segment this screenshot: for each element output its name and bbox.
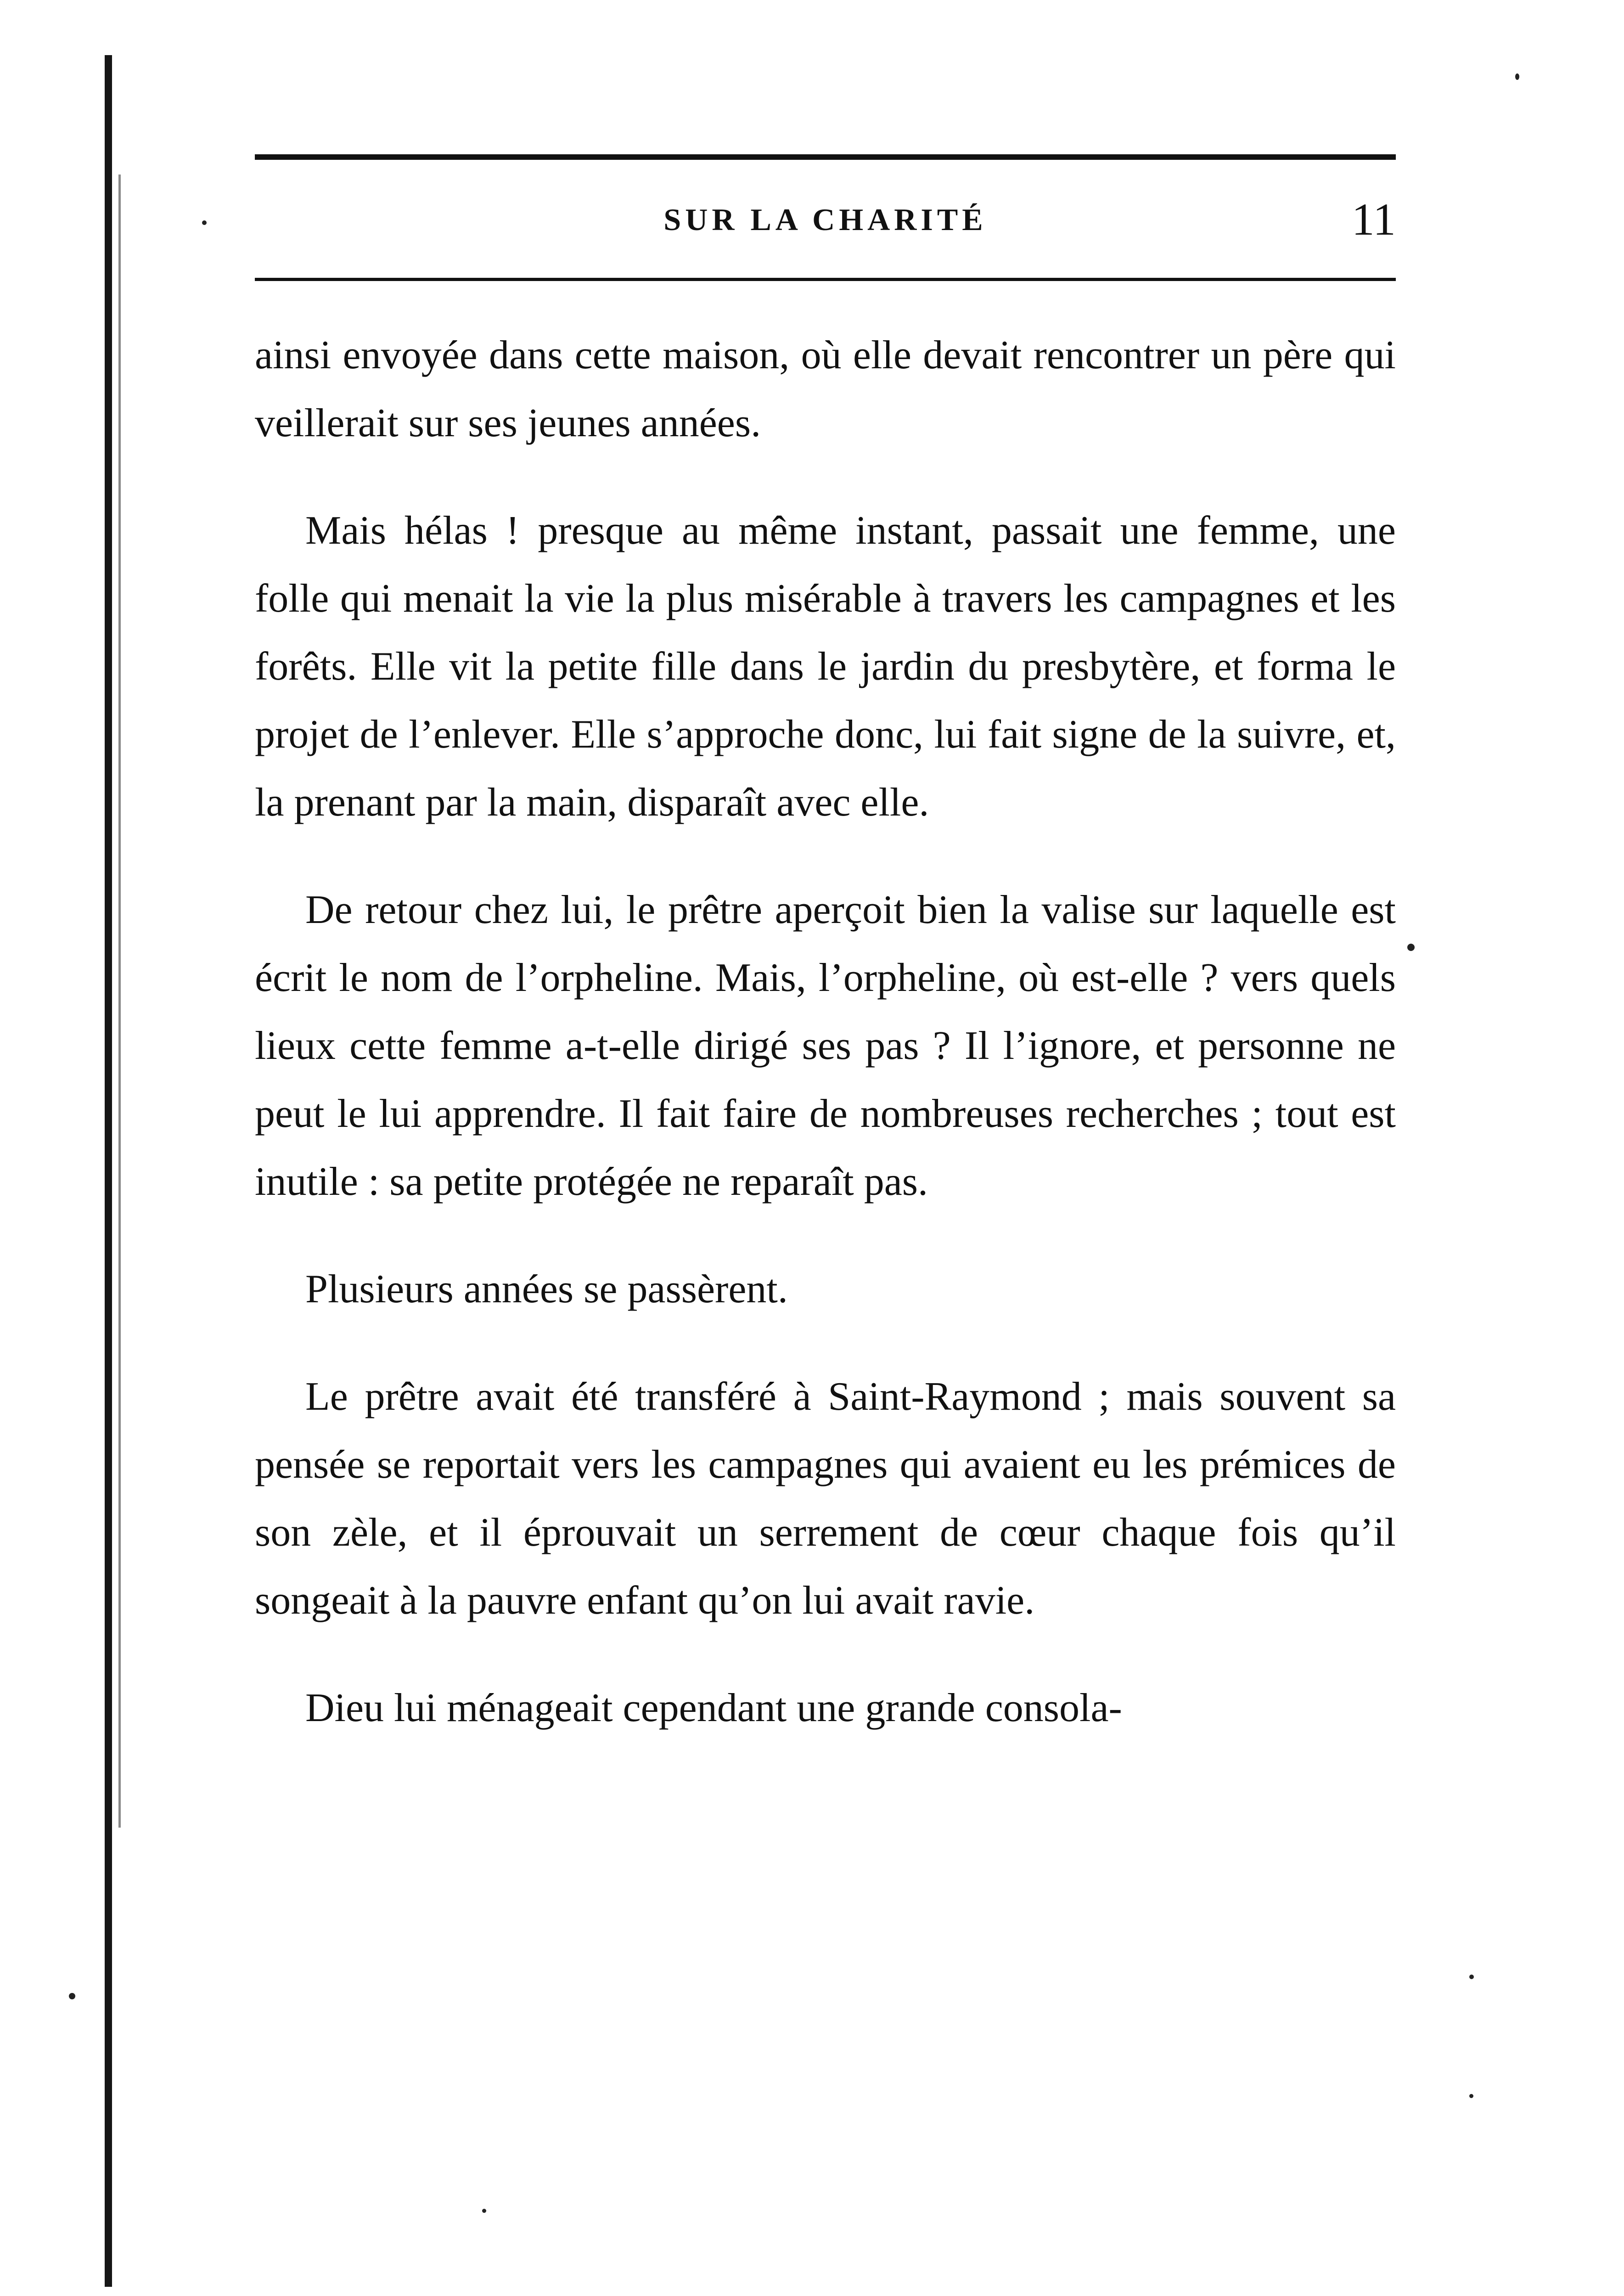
scan-speck xyxy=(1515,73,1519,80)
binding-edge xyxy=(105,55,112,2287)
binding-shadow xyxy=(118,174,121,1828)
scan-speck xyxy=(482,2209,486,2213)
scan-speck xyxy=(202,220,207,225)
paragraph-2: Mais hélas ! presque au même instant, passait une femme, une folle qui menait la vie la plus misérable à travers les campagnes et les forêts. Elle vit la petite fille dans le jardin du presbytère, et forma le projet de l’enlever. Elle s’approche donc, lui fait signe de la suivre, et, la prenant par la main, disparaît avec elle. xyxy=(255,508,1396,825)
paragraph-3: De retour chez lui, le prêtre aperçoit bien la valise sur laquelle est écrit le nom de l’orpheline. Mais, l’orpheline, où est-elle ? vers quels lieux cette femme a-t-elle dirigé ses pas ? Il l’ignore, et personne ne peut le lui apprendre. Il fait faire de nombreuses recherches ; tout est inutile : sa petite protégée ne reparaît pas. xyxy=(255,888,1396,1204)
running-title: SUR LA CHARITÉ xyxy=(663,202,987,237)
body-text xyxy=(255,321,1396,1742)
scan-speck xyxy=(69,1993,75,1999)
paragraph-1: ainsi envoyée dans cette maison, où elle devait rencontrer un père qui veillerait sur ses jeunes années. xyxy=(255,333,1396,445)
paragraph-6: Dieu lui ménageait cependant une grande consola- xyxy=(305,1686,1122,1730)
header-rule-bottom xyxy=(255,278,1396,281)
running-head xyxy=(255,192,1396,247)
scan-speck xyxy=(1407,944,1415,951)
paragraph-5: Le prêtre avait été transféré à Saint-Raymond ; mais souvent sa pensée se reportait vers les campagnes qui avaient eu les prémices de son zèle, et il éprouvait un serrement de cœur chaque fois qu’il songeait à la pauvre enfant qu’on lui avait ravie. xyxy=(255,1374,1396,1623)
paragraph-4: Plusieurs années se passèrent. xyxy=(305,1267,788,1311)
scan-speck xyxy=(1469,2094,1473,2098)
header-rule-top xyxy=(255,154,1396,160)
scan-speck xyxy=(1469,1975,1474,1979)
page-number: 11 xyxy=(1351,194,1396,245)
